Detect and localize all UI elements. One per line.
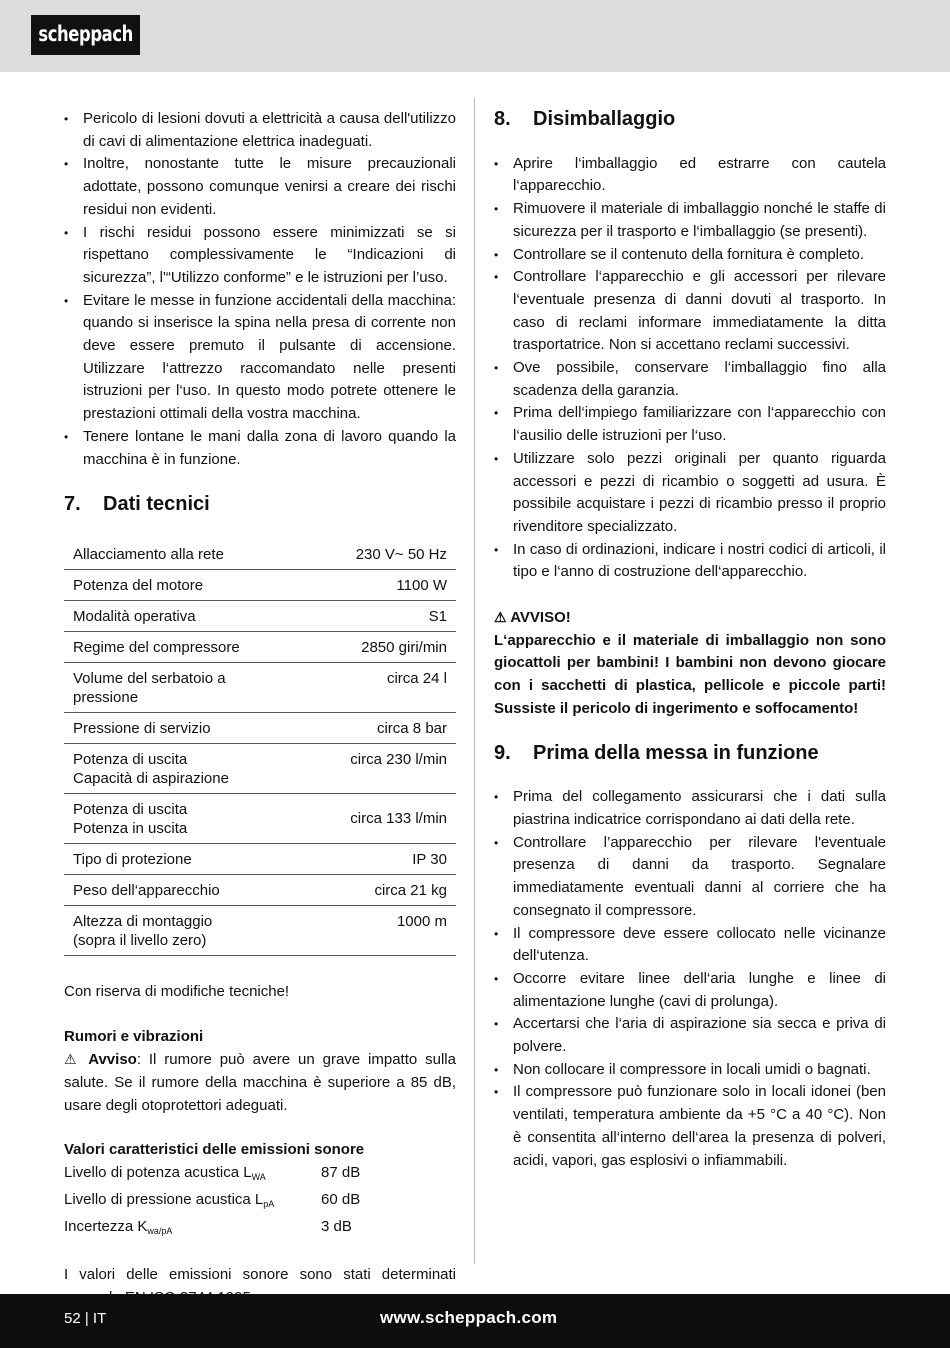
list-item: • Rimuovere il materiale di imballaggio nonché le staffe di sicurezza per il trasporto e l‘imballaggio (se presenti). — [494, 198, 886, 243]
section-9-heading: 9. Prima della messa in funzione — [494, 741, 819, 764]
tech-specs-table — [64, 539, 456, 956]
emission-row — [64, 1162, 456, 1189]
technical-changes-note: Con riserva di modifiche tecniche! — [64, 982, 290, 1000]
list-item: • Controllare l‘apparecchio e gli accessori per rilevare l‘eventuale presenza di danni dovuti al trasporto. In caso di reclami informare immediatamente la ditta trasportatrice. Non si accettano reclami successivi. — [494, 266, 886, 357]
spec-label-line: Potenza in uscita — [73, 819, 188, 837]
spec-label: Regime del compressore — [64, 631, 341, 662]
list-item: • Accertarsi che l‘aria di aspirazione sia secca e priva di polvere. — [494, 1013, 886, 1058]
emission-label — [64, 1189, 321, 1216]
list-item: • Ove possibile, conservare l‘imballaggio fino alla scadenza della garanzia. — [494, 357, 886, 402]
emission-value: 87 dB — [321, 1164, 361, 1182]
emission-row — [64, 1216, 456, 1243]
list-item: • Prima del collegamento assicurarsi che i dati sulla piastrina indicatrice corrispondano ai dati della rete. — [494, 786, 886, 831]
header-band — [0, 0, 950, 72]
warning-box-text: L‘apparecchio e il materiale di imballaggio non sono giocattoli per bambini! I bambini non devono giocare con i sacchetti di plastica, pellicole e piccole parti! Sussiste il pericolo di ingerimento e soffocamento! — [494, 631, 886, 717]
list-item: • In caso di ordinazioni, indicare i nostri codici di articoli, il tipo e l‘anno di costruzione dell‘apparecchio. — [494, 539, 886, 584]
spec-label-line: Altezza di montaggio — [73, 912, 213, 930]
spec-value: circa 133 l/min — [341, 793, 456, 843]
list-item: • I rischi residui possono essere minimizzati se si rispettano complessivamente le “Indicazioni di sicurezza”, l'“Utilizzo conforme” e le istruzioni per l’uso. — [64, 222, 456, 290]
left-column — [64, 108, 456, 1310]
list-item: • Utilizzare solo pezzi originali per quanto riguarda accessori e pezzi di ricambio o soggetti ad usura. È possibile acquistare i pezzi di ricambio presso il proprio rivenditore specializzato. — [494, 448, 886, 539]
spec-label-line: Potenza di uscita — [73, 800, 188, 818]
list-item: • Il compressore può funzionare solo in locali idonei (ben ventilati, temperatura ambiente da +5 °C a 40 °C). Non è consentita all‘interno dell‘area la presenza di polveri, acidi, vapori, gas esplosivi o infiammabili. — [494, 1081, 886, 1172]
spec-value: 2850 giri/min — [341, 631, 456, 662]
spec-label — [64, 905, 341, 955]
emission-row — [64, 1189, 456, 1216]
table-row — [64, 631, 456, 662]
website-link[interactable]: www.scheppach.com — [380, 1308, 558, 1327]
warning-triangle-icon: ⚠ — [494, 609, 507, 626]
list-item: • Non collocare il compressore in locali umidi o bagnati. — [494, 1059, 886, 1082]
spec-label-line: (sopra il livello zero) — [73, 931, 207, 949]
spec-value: 1100 W — [341, 569, 456, 600]
emission-label-subscript: pA — [263, 1198, 275, 1209]
unpacking-bullet-list — [494, 153, 886, 584]
table-row — [64, 743, 456, 793]
list-item: • Prima dell‘impiego familiarizzare con l‘apparecchio con l‘ausilio delle istruzioni per l‘uso. — [494, 402, 886, 447]
spec-label-line: Potenza di uscita — [73, 750, 188, 768]
section-7-heading: 7. Dati tecnici — [64, 493, 210, 516]
spec-value: 230 V~ 50 Hz — [341, 539, 456, 570]
emission-label-text: Incertezza K — [64, 1217, 148, 1235]
list-item: • Aprire l‘imballaggio ed estrarre con cautela l‘apparecchio. — [494, 153, 886, 198]
list-item: • Occorre evitare linee dell‘aria lunghe e linee di alimentazione lunghe (cavi di prolunga). — [494, 968, 886, 1013]
spec-value: circa 24 l — [341, 662, 456, 712]
warning-box-title — [494, 606, 886, 630]
spec-value: IP 30 — [341, 843, 456, 874]
list-item: • Il compressore deve essere collocato nelle vicinanze dell‘utenza. — [494, 923, 886, 968]
list-item: • Controllare se il contenuto della fornitura è completo. — [494, 244, 886, 267]
table-row — [64, 569, 456, 600]
table-row — [64, 843, 456, 874]
noise-heading: Rumori e vibrazioni — [64, 1027, 204, 1045]
spec-label: Volume del serbatoio a pressione — [64, 662, 341, 712]
spec-value: circa 21 kg — [341, 874, 456, 905]
spec-value: S1 — [341, 600, 456, 631]
noise-warning — [64, 1048, 456, 1117]
spec-label: Allacciamento alla rete — [64, 539, 341, 570]
emission-label-subscript: wa/pA — [147, 1225, 173, 1236]
list-item: • Controllare l’apparecchio per rilevare l'eventuale presenza di danni da trasporto. Segnalare immediatamente eventuali danni al corriere che ha consegnato il compressore. — [494, 832, 886, 923]
spec-label: Peso dell‘apparecchio — [64, 874, 341, 905]
table-row — [64, 600, 456, 631]
spec-label: Tipo di protezione — [64, 843, 341, 874]
spec-value: 1000 m — [341, 905, 456, 955]
spec-label: Pressione di servizio — [64, 712, 341, 743]
table-row — [64, 539, 456, 570]
emission-heading: Valori caratteristici delle emissioni sonore — [64, 1141, 365, 1159]
warning-text: : Il rumore può avere un grave impatto sulla salute. Se il rumore della macchina è superiore a 85 dB, usare degli otoprotettori adeguati. — [64, 1051, 456, 1114]
emission-label — [64, 1216, 321, 1243]
emission-value: 60 dB — [321, 1190, 361, 1208]
table-row — [64, 905, 456, 955]
table-row — [64, 793, 456, 843]
emission-note: I valori delle emissioni sonore sono stati determinati — [64, 1266, 456, 1284]
list-item: • Pericolo di lesioni dovuti a elettricità a causa dell'utilizzo di cavi di alimentazione elettrica inadeguati. — [64, 108, 456, 153]
emission-label-subscript: WA — [251, 1172, 266, 1183]
spec-label-line: Capacità di aspirazione — [73, 769, 229, 787]
list-item: • Inoltre, nonostante tutte le misure precauzionali adottate, possono comunque venirsi a creare dei rischi residui non evidenti. — [64, 153, 456, 221]
emission-label — [64, 1162, 321, 1189]
brand-logo: scheppach — [31, 15, 140, 55]
spec-value: circa 230 l/min — [341, 743, 456, 793]
right-column — [494, 108, 886, 1172]
emission-label-text: Livello di potenza acustica L — [64, 1164, 252, 1182]
table-row — [64, 662, 456, 712]
spec-label: Modalità operativa — [64, 600, 341, 631]
table-row — [64, 874, 456, 905]
section-8-heading: 8. Disimballaggio — [494, 108, 676, 130]
page-number: 52 | IT — [64, 1310, 107, 1327]
spec-value: circa 8 bar — [341, 712, 456, 743]
spec-label: Potenza del motore — [64, 569, 341, 600]
list-item: • Tenere lontane le mani dalla zona di lavoro quando la macchina è in funzione. — [64, 426, 456, 471]
warning-title-text: AVVISO! — [510, 609, 571, 627]
emission-value: 3 dB — [321, 1217, 352, 1235]
spec-label — [64, 793, 341, 843]
table-row — [64, 712, 456, 743]
spec-label — [64, 743, 341, 793]
footer-bar — [0, 1294, 950, 1348]
emission-label-text: Livello di pressione acustica L — [64, 1190, 264, 1208]
column-divider — [474, 98, 475, 1264]
warning-label: Avviso — [88, 1051, 137, 1069]
startup-bullet-list — [494, 786, 886, 1172]
warning-triangle-icon: ⚠ — [64, 1051, 81, 1068]
safety-bullet-list — [64, 108, 456, 471]
list-item: • Evitare le messe in funzione accidentali della macchina: quando si inserisce la spina nella presa di corrente non deve essere premuto il pulsante di accensione. Utilizzare l‘attrezzo raccomandato nelle presenti istruzioni per l‘uso. In questo modo potrete ottenere le prestazioni ottimali della vostra macchina. — [64, 290, 456, 426]
